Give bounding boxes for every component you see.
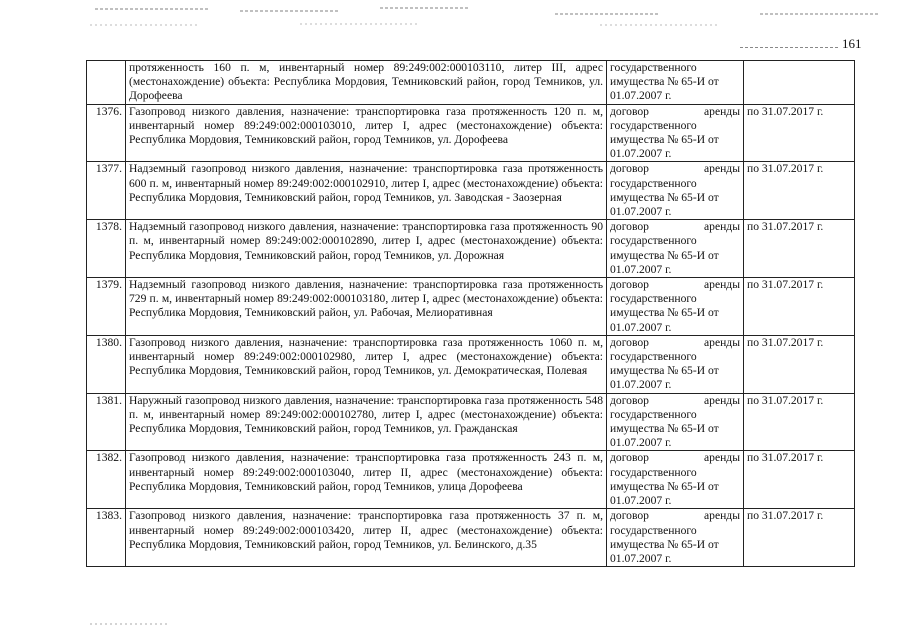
basis-word-dogovor: договор [610,104,649,118]
basis-word-dogovor: договор [610,451,649,465]
table-row [87,220,855,278]
row-number: 1381. [87,393,126,451]
basis-line-1 [610,509,740,523]
basis-word-dogovor: договор [610,509,649,523]
basis-line-3: имущества № 65-И от [610,248,719,262]
basis-line-3: имущества № 65-И от [610,537,719,551]
row-number: 1382. [87,451,126,509]
row-number: 1378. [87,220,126,278]
basis-line-2: государственного [610,118,697,132]
basis-line-3: имущества № 65-И от [610,364,719,378]
scan-footer-artifacts [0,612,905,632]
term-cell: по 31.07.2017 г. [744,509,855,567]
basis-line-4: 01.07.2007 г. [610,378,672,392]
basis-word-dogovor: договор [610,393,649,407]
basis-cell [607,451,744,509]
page-number: 161 [842,36,862,51]
basis-line-3: имущества № 65-И от [610,133,719,147]
row-number: 1379. [87,278,126,336]
basis-line-1 [610,451,740,465]
row-number: 1376. [87,104,126,162]
basis-line-1 [610,162,740,176]
basis-word-arendy: аренды [704,278,740,292]
basis-word-arendy: аренды [704,451,740,465]
basis-line-4: 01.07.2007 г. [610,494,672,508]
basis-cell [607,61,744,105]
basis-line-2: государственного [610,350,697,364]
basis-word-dogovor: договор [610,278,649,292]
basis-line-2: государственного [610,465,697,479]
basis-line-3: имущества № 65-И от [610,306,719,320]
basis-word-arendy: аренды [704,162,740,176]
term-cell: по 31.07.2017 г. [744,278,855,336]
object-description: Надземный газопровод низкого давления, назначение: транспортировка газа протяженность 600 п. м, инвентарный номер 89:249:002:000102910, литер I, адрес (местонахождение) объекта: Республика Мордовия, Темниковский район, город Темников, ул. Заводская - Заозерная [126,162,607,220]
object-description: Надземный газопровод низкого давления, назначение: транспортировка газа протяженность 90 п. м, инвентарный номер 89:249:002:000102890, литер I, адрес (местонахождение) объекта: Республика Мордовия, Темниковский район, город Темников, ул. Дорожная [126,220,607,278]
row-number: 1380. [87,335,126,393]
basis-word-arendy: аренды [704,220,740,234]
basis-line-2: государственного [610,523,697,537]
basis-cell [607,162,744,220]
basis-line-3: имущества № 65-И от [610,479,719,493]
table-row [87,61,855,105]
basis-cell [607,104,744,162]
basis-line-1 [610,105,740,119]
basis-line-1 [610,220,740,234]
page-number-rule [740,47,838,48]
table-row [87,162,855,220]
basis-line-4: 01.07.2007 г. [610,262,672,276]
basis-line-4: 01.07.2007 г. [610,551,672,565]
basis-word-arendy: аренды [704,393,740,407]
property-register-table [86,60,855,567]
basis-line-2: государственного [610,176,697,190]
basis-cell [607,278,744,336]
row-number: 1383. [87,509,126,567]
basis-word-dogovor: договор [610,162,649,176]
basis-line-4: 01.07.2007 г. [610,147,672,161]
term-cell: по 31.07.2017 г. [744,451,855,509]
object-description: Надземный газопровод низкого давления, назначение: транспортировка газа протяженность 729 п. м, инвентарный номер 89:249:002:000103180, литер I, адрес (местонахождение) объекта: Республика Мордовия, Темниковский район, ул. Рабочая, Мелиоративная [126,278,607,336]
term-cell [744,61,855,105]
basis-word-arendy: аренды [704,509,740,523]
table-row [87,451,855,509]
basis-word-arendy: аренды [704,104,740,118]
term-cell: по 31.07.2017 г. [744,162,855,220]
basis-cell [607,335,744,393]
object-description: протяженность 160 п. м, инвентарный номер 89:249:002:000103110, литер III, адрес (местонахождение) объекта: Республика Мордовия, Темниковский район, город Темников, ул. Дорофеева [126,61,607,105]
object-description: Газопровод низкого давления, назначение: транспортировка газа протяженность 120 п. м, инвентарный номер 89:249:002:000103010, литер I, адрес (местонахождение) объекта: Республика Мордовия, Темниковский район, город Темников, ул. Дорофеева [126,104,607,162]
basis-line-1 [610,336,740,350]
object-description: Наружный газопровод низкого давления, назначение: транспортировка газа протяженность 548 п. м, инвентарный номер 89:249:002:000102780, литер I, адрес (местонахождение) объекта: Республика Мордовия, Темниковский район, город Темников, ул. Гражданская [126,393,607,451]
basis-line-2: государственного [610,292,697,306]
basis-line-2: государственного [610,61,697,74]
table-row [87,278,855,336]
table-row [87,335,855,393]
basis-line-3: имущества № 65-И от [610,190,719,204]
table-body [87,61,855,567]
basis-line-1 [610,394,740,408]
basis-line-2: государственного [610,407,697,421]
basis-line-4: 01.07.2007 г. [610,205,672,219]
term-cell: по 31.07.2017 г. [744,335,855,393]
basis-line-3: имущества № 65-И от [610,422,719,436]
basis-line-3: имущества № 65-И от [610,75,719,89]
basis-cell [607,509,744,567]
basis-cell [607,393,744,451]
row-number: 1377. [87,162,126,220]
object-description: Газопровод низкого давления, назначение: транспортировка газа протяженность 37 п. м, инвентарный номер 89:249:002:000103420, литер II, адрес (местонахождение) объекта: Республика Мордовия, Темниковский район, город Темников, ул. Белинского, д.35 [126,509,607,567]
object-description: Газопровод низкого давления, назначение: транспортировка газа протяженность 243 п. м, инвентарный номер 89:249:002:000103040, литер II, адрес (местонахождение) объекта: Республика Мордовия, Темниковский район, город Темников, улица Дорофеева [126,451,607,509]
basis-cell [607,220,744,278]
term-cell: по 31.07.2017 г. [744,104,855,162]
basis-word-arendy: аренды [704,335,740,349]
basis-line-2: государственного [610,234,697,248]
basis-line-1 [610,278,740,292]
term-cell: по 31.07.2017 г. [744,393,855,451]
object-description: Газопровод низкого давления, назначение: транспортировка газа протяженность 1060 п. м, инвентарный номер 89:249:002:000102980, литер I, адрес (местонахождение) объекта: Республика Мордовия, Темниковский район, город Темников, ул. Демократическая, Полевая [126,335,607,393]
scan-header-artifacts [0,0,905,40]
basis-word-dogovor: договор [610,220,649,234]
table-row [87,104,855,162]
term-cell: по 31.07.2017 г. [744,220,855,278]
table-row [87,393,855,451]
row-number [87,61,126,105]
basis-line-4: 01.07.2007 г. [610,436,672,450]
basis-line-4: 01.07.2007 г. [610,89,672,103]
basis-word-dogovor: договор [610,335,649,349]
table-row [87,509,855,567]
basis-line-4: 01.07.2007 г. [610,320,672,334]
